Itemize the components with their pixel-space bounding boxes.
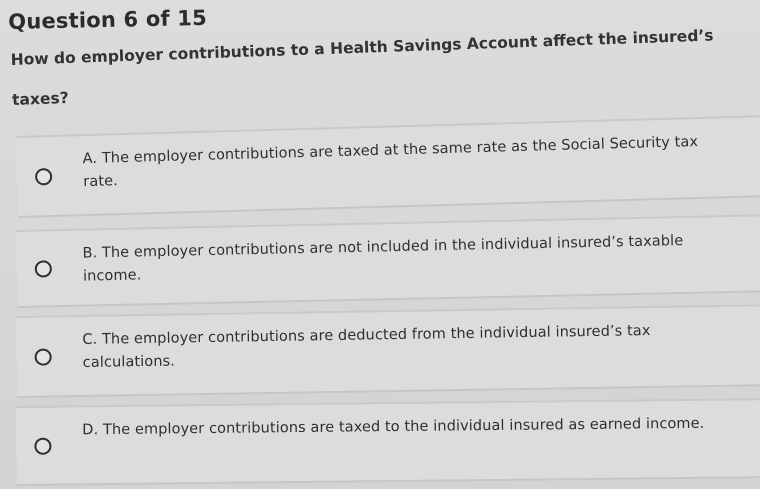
answer-label-c: C. The employer contributions are deducted from the individual insured’s tax calculations. — [82, 323, 651, 371]
question-text: How do employer contributions to a Health Savings Account affect the insured’s taxes? — [10, 26, 714, 109]
radio-button-d[interactable] — [34, 438, 51, 455]
answer-label-d: D. The employer contributions are taxed to the individual insured as earned income. — [82, 415, 705, 439]
radio-button-c[interactable] — [35, 348, 52, 365]
radio-button-b[interactable] — [35, 260, 52, 277]
answer-option-d[interactable] — [16, 398, 760, 486]
answer-option-a[interactable] — [16, 115, 760, 218]
answer-option-b[interactable] — [16, 214, 760, 308]
radio-button-a[interactable] — [35, 168, 52, 185]
answer-label-a: A. The employer contributions are taxed at the same rate as the Social Security tax rate. — [82, 133, 699, 191]
answer-option-c[interactable] — [16, 304, 760, 398]
answer-label-b: B. The employer contributions are not included in the individual insured’s taxable income. — [82, 233, 684, 285]
question-number: Question 6 of 15 — [8, 5, 208, 34]
